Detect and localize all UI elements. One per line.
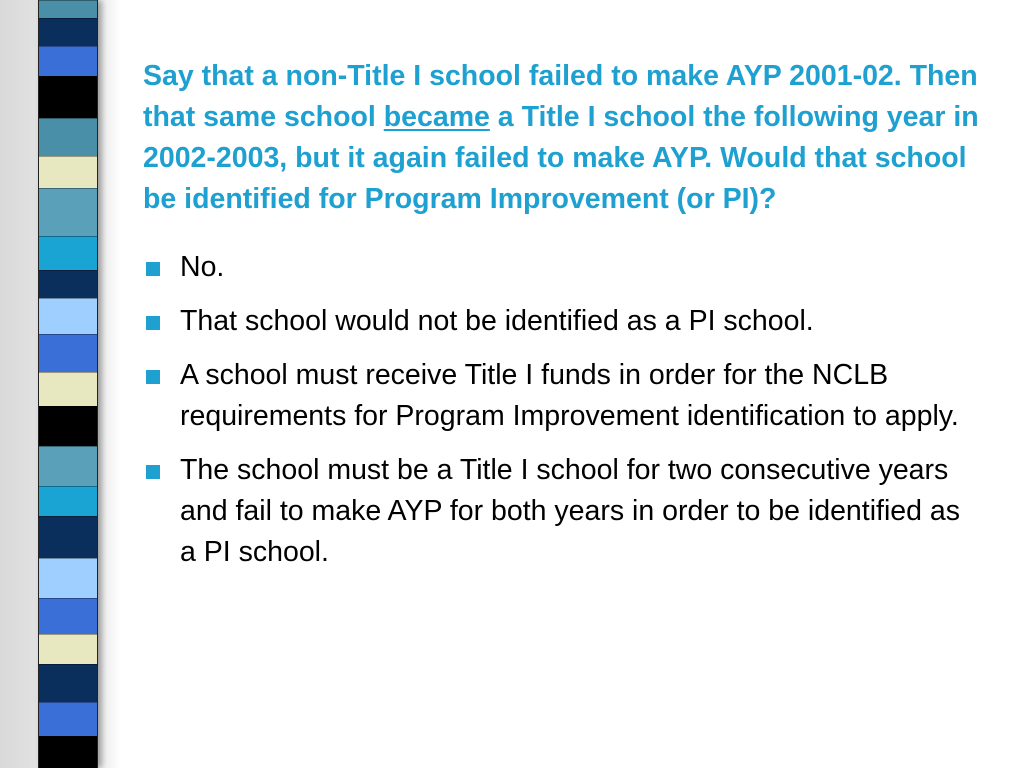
square-bullet-icon	[146, 370, 160, 384]
strip-block	[39, 558, 97, 599]
bullet-text: A school must receive Title I funds in order for the NCLB requirements for Program Improvement identification to apply.	[180, 359, 959, 432]
strip-block	[39, 156, 97, 189]
strip-block	[39, 406, 97, 447]
bullet-item	[143, 247, 983, 288]
strip-block	[39, 188, 97, 237]
strip-block	[39, 118, 97, 157]
strip-block	[39, 702, 97, 737]
strip-block	[39, 298, 97, 335]
bullet-item	[143, 301, 983, 342]
slide-title	[143, 56, 983, 220]
square-bullet-icon	[146, 262, 160, 276]
square-bullet-icon	[146, 465, 160, 479]
strip-block	[39, 664, 97, 703]
bullet-item	[143, 355, 983, 437]
strip-block	[39, 270, 97, 299]
decorative-color-strip	[38, 0, 98, 768]
bullet-item	[143, 450, 983, 573]
strip-block	[39, 334, 97, 373]
title-text-part2: a Title I school the following year in 2002-2003, but it again failed to make AYP. Would that school be identified for Program Improvement (or PI)?	[143, 101, 979, 215]
strip-block	[39, 18, 97, 47]
strip-block	[39, 76, 97, 119]
strip-block	[39, 446, 97, 487]
strip-block	[39, 598, 97, 635]
strip-block	[39, 0, 97, 19]
bullet-text: The school must be a Title I school for two consecutive years and fail to make AYP for both years in order to be identified as a PI school.	[180, 454, 960, 568]
slide-content	[143, 56, 983, 586]
square-bullet-icon	[146, 316, 160, 330]
strip-block	[39, 634, 97, 665]
strip-block	[39, 236, 97, 271]
strip-block	[39, 516, 97, 559]
strip-block	[39, 486, 97, 517]
title-text-part1: Say that a non-Title I school failed to make AYP 2001-02. Then that same school	[143, 60, 978, 133]
bullet-text: That school would not be identified as a PI school.	[180, 305, 814, 337]
strip-block	[39, 46, 97, 77]
strip-block	[39, 372, 97, 407]
bullet-text: No.	[180, 251, 225, 283]
title-emphasis: became	[383, 101, 490, 133]
strip-block	[39, 736, 97, 768]
bullet-list	[143, 247, 983, 573]
